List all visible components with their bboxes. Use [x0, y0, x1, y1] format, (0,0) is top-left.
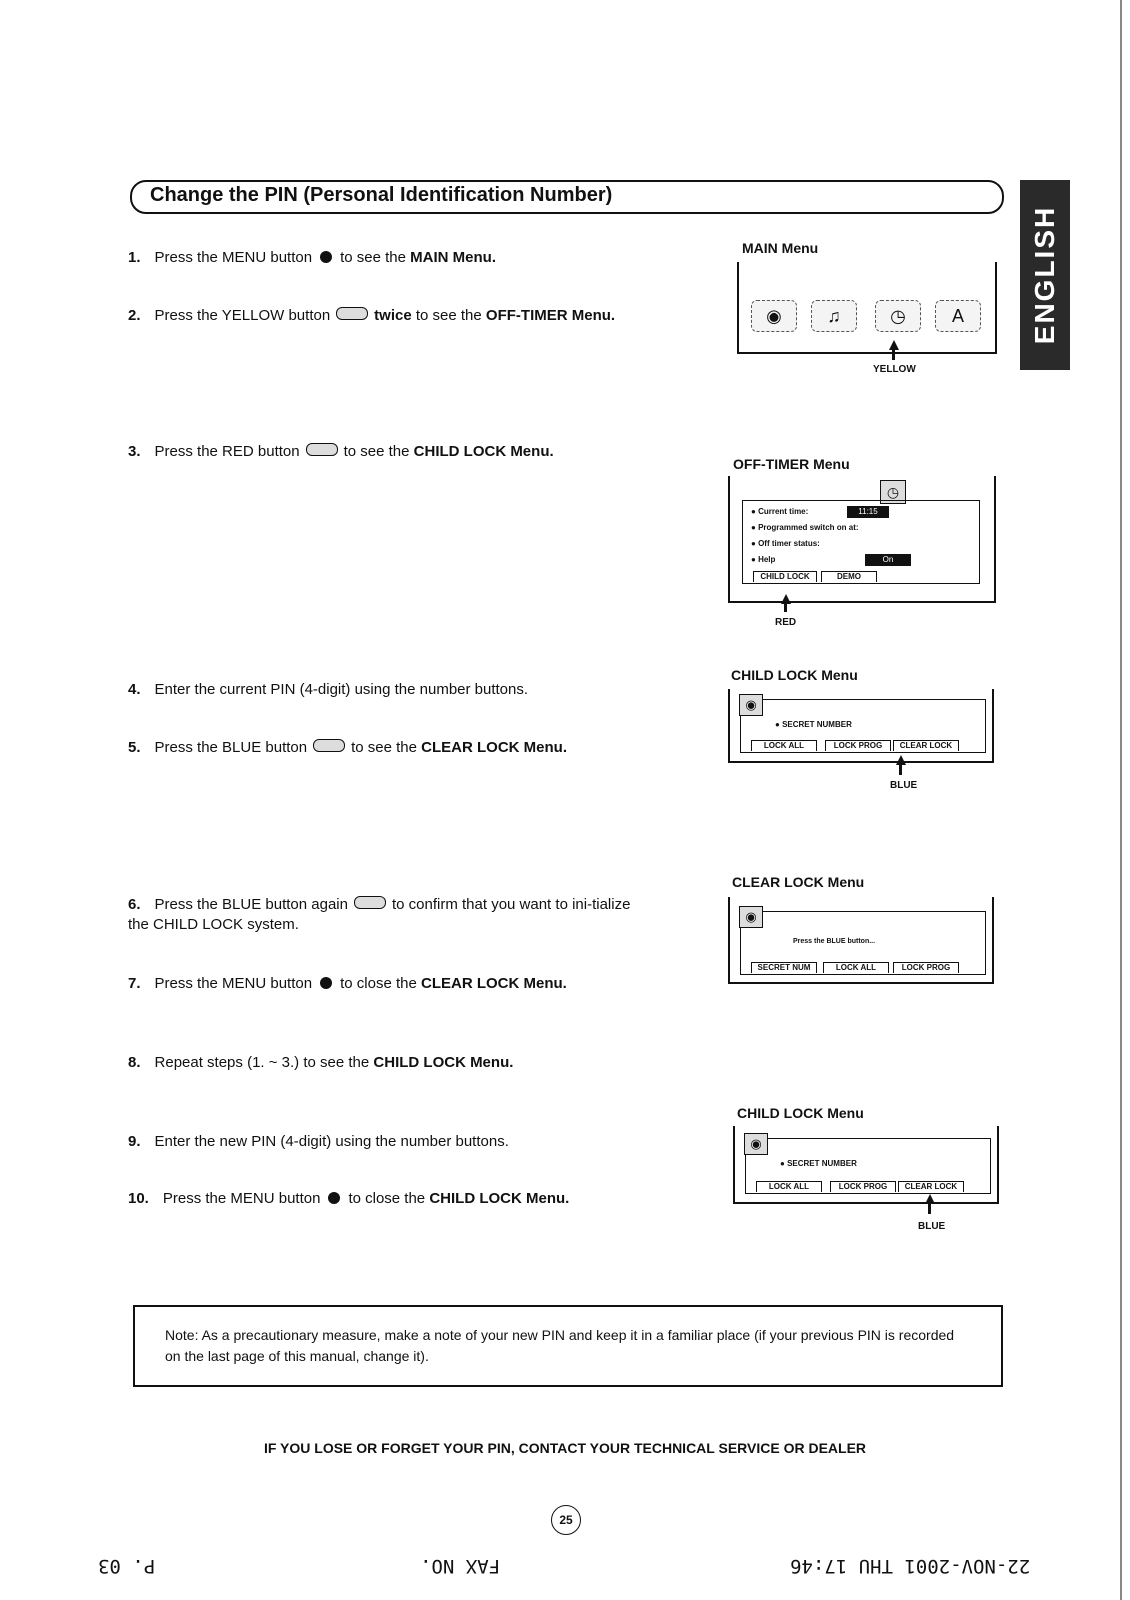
step-number: 6. — [128, 896, 141, 913]
help-value: On — [865, 554, 911, 566]
step-bold-text: MAIN Menu. — [410, 249, 496, 266]
yellow-arrow-stem — [892, 348, 895, 360]
language-tab — [1020, 180, 1070, 370]
scan-edge-line — [1120, 0, 1122, 1600]
fax-date: 22-NOV-2001 THU 17:46 — [790, 1555, 1031, 1577]
timer-icon: ◷ — [875, 300, 921, 332]
step-number: 9. — [128, 1133, 141, 1150]
step-bold-text: CHILD LOCK Menu. — [373, 1054, 514, 1071]
step-text: to close the — [340, 975, 417, 992]
step-number: 5. — [128, 739, 141, 756]
menu-row-current-time: ● Current time: — [751, 507, 809, 516]
step-text: Press the YELLOW button — [154, 307, 331, 324]
timer-icon: ◷ — [880, 480, 906, 504]
step-text: Repeat steps (1. ~ 3.) to see the — [154, 1054, 370, 1071]
warning-text: IF YOU LOSE OR FORGET YOUR PIN, CONTACT YOUR TECHNICAL SERVICE OR DEALER — [263, 1440, 867, 1456]
speaker-icon: ◉ — [751, 300, 797, 332]
step-text: Enter the new PIN (4-digit) using the number buttons. — [154, 1133, 509, 1150]
note-box — [133, 1305, 1003, 1387]
menu-row-off-timer-status: ● Off timer status: — [751, 539, 820, 548]
clearlock-message: Press the BLUE button... — [793, 938, 876, 945]
step-text: to see the — [340, 249, 406, 266]
tab-lock-all: LOCK ALL — [823, 962, 889, 973]
lock-icon: ◉ — [739, 906, 763, 928]
blue-label: BLUE — [890, 780, 918, 791]
step-number: 4. — [128, 681, 141, 698]
main-menu-title: MAIN Menu — [742, 240, 819, 256]
step-text: to close the — [348, 1190, 426, 1207]
page-number: 25 — [551, 1505, 581, 1535]
step-number: 8. — [128, 1054, 141, 1071]
step-number: 3. — [128, 443, 141, 460]
secret-number-row: ● SECRET NUMBER — [780, 1159, 857, 1168]
red-button-icon — [306, 443, 338, 456]
blue-button-icon — [354, 896, 386, 909]
step-5 — [128, 738, 638, 758]
menu-row-switch-on: ● Programmed switch on at: — [751, 523, 859, 532]
step-number: 1. — [128, 249, 141, 266]
tab-lock-all: LOCK ALL — [751, 740, 817, 751]
childlock-menu-screen — [728, 689, 994, 763]
tab-clear-lock: CLEAR LOCK — [898, 1181, 964, 1192]
menu-button-icon — [320, 251, 332, 263]
row-label: SECRET NUMBER — [782, 720, 852, 729]
childlock2-menu-box — [745, 1138, 991, 1194]
step-8 — [128, 1053, 638, 1073]
yellow-label: YELLOW — [873, 364, 916, 375]
menu-button-icon — [328, 1192, 340, 1204]
note-text: Note: As a precautionary measure, make a note of your new PIN and keep it in a familiar place (if your previous PIN is recorded on the last page of this manual, change it). — [165, 1327, 955, 1364]
tab-child-lock: CHILD LOCK — [753, 571, 817, 582]
blue-label: BLUE — [918, 1221, 946, 1232]
blue-arrow-stem — [899, 763, 902, 775]
step-text: Enter the current PIN (4-digit) using the number buttons. — [154, 681, 529, 698]
step-text: to see the — [351, 739, 417, 756]
offtimer-menu-box — [742, 500, 980, 584]
music-note-icon: ♫ — [811, 300, 857, 332]
tab-lock-all: LOCK ALL — [756, 1181, 822, 1192]
step-text: Press the MENU button — [162, 1190, 321, 1207]
step-1 — [128, 248, 638, 268]
step-text: Press the MENU button — [154, 249, 313, 266]
offtimer-menu-screen — [728, 476, 996, 603]
childlock-menu-box — [740, 699, 986, 753]
step-number: 10. — [128, 1190, 149, 1207]
menu-button-icon — [320, 977, 332, 989]
step-bold-text: CLEAR LOCK Menu. — [420, 975, 567, 992]
row-label: Programmed switch on at: — [758, 523, 859, 532]
step-text: Press the BLUE button again — [154, 896, 348, 913]
red-label: RED — [775, 617, 797, 628]
step-bold-text: CHILD LOCK Menu. — [413, 443, 554, 460]
yellow-button-icon — [336, 307, 368, 320]
blue-arrow-stem — [928, 1202, 931, 1214]
section-title-frame — [130, 180, 1004, 214]
fax-page: P. 03 — [98, 1555, 156, 1577]
row-label: SECRET NUMBER — [787, 1159, 857, 1168]
step-7 — [128, 974, 638, 994]
step-9 — [128, 1132, 638, 1152]
step-3 — [128, 442, 638, 462]
step-bold-text: twice — [374, 307, 412, 324]
step-10 — [128, 1189, 638, 1209]
step-text: Press the MENU button — [154, 975, 313, 992]
step-4 — [128, 680, 638, 700]
step-text: Press the RED button — [154, 443, 300, 460]
step-text: to see the — [415, 307, 482, 324]
step-text: to confirm that you want to ini-tialize the CHILD LOCK system. — [128, 896, 631, 933]
lock-icon: ◉ — [744, 1133, 768, 1155]
tab-demo: DEMO — [821, 571, 877, 582]
red-arrow-stem — [784, 602, 787, 612]
fax-number-label: FAX NO. — [420, 1555, 501, 1577]
childlock2-menu-screen — [733, 1126, 999, 1204]
step-number: 2. — [128, 307, 141, 324]
offtimer-menu-title: OFF-TIMER Menu — [733, 456, 850, 472]
section-title: Change the PIN (Personal Identification Number) — [150, 184, 613, 206]
step-6 — [128, 895, 648, 935]
tab-lock-prog: LOCK PROG — [825, 740, 891, 751]
tab-clear-lock: CLEAR LOCK — [893, 740, 959, 751]
menu-row-help: ● Help — [751, 555, 776, 564]
childlock2-menu-title: CHILD LOCK Menu — [737, 1105, 864, 1121]
step-text: to see the — [343, 443, 410, 460]
step-bold-text: OFF-TIMER Menu. — [485, 307, 616, 324]
step-bold-text: CLEAR LOCK Menu. — [421, 739, 567, 756]
secret-number-row: ● SECRET NUMBER — [775, 720, 852, 729]
step-2 — [128, 306, 628, 326]
clearlock-menu-box — [740, 911, 986, 975]
step-bold-text: CHILD LOCK Menu. — [429, 1190, 570, 1207]
step-number: 7. — [128, 975, 141, 992]
row-label: Current time: — [758, 507, 809, 516]
clearlock-menu-screen — [728, 897, 994, 984]
step-text: Press the BLUE button — [154, 739, 308, 756]
clearlock-menu-title: CLEAR LOCK Menu — [732, 874, 865, 890]
row-label: Help — [758, 555, 776, 564]
childlock-menu-title: CHILD LOCK Menu — [731, 667, 858, 683]
menu-a-icon: A — [935, 300, 981, 332]
lock-icon: ◉ — [739, 694, 763, 716]
main-menu-screen — [737, 262, 997, 354]
current-time-value: 11:15 — [847, 506, 889, 518]
tab-secret-num: SECRET NUM — [751, 962, 817, 973]
blue-button-icon — [313, 739, 345, 752]
tab-lock-prog: LOCK PROG — [893, 962, 959, 973]
tab-lock-prog: LOCK PROG — [830, 1181, 896, 1192]
language-tab-label: ENGLISH — [1029, 205, 1060, 345]
row-label: Off timer status: — [758, 539, 820, 548]
